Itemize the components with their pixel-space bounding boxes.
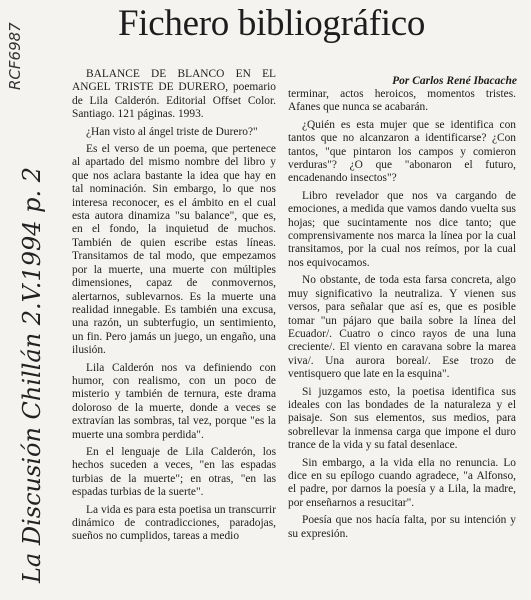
paragraph: No obstante, de toda esta farsa concreta, algo muy significativo la neutraliza. Y vienen sus versos, para señalar que así es, que es posible tomar "un pájaro que baila sobre la línea del Ecuador/. Cuatro o cinco rayos de una luna creciente/. El viento en caravana sobre la marea viva/. Una aurora boreal/. Ese trozo de ventisquero que late en la esquina". xyxy=(288,274,516,381)
paragraph: ¿Han visto al ángel triste de Durero?" xyxy=(86,125,258,138)
page-title: Fichero bibliográfico xyxy=(118,3,426,44)
article-column-right xyxy=(288,68,516,600)
paragraph: La vida es para esta poetisa un transcurrir dinámico de contradicciones, paradojas, sueños no cumplidos, tareas a medio xyxy=(72,503,276,543)
author-byline: Por Carlos René Ibacache xyxy=(392,75,517,87)
paragraph: Libro revelador que nos va cargando de emociones, a medida que vamos dando vuelta sus hojas; que sucintamente nos dice tanto; que comprensivamente nos marca la línea por la cual transitamos, por la cual nos reímos, por la cual nos equivocamos. xyxy=(288,189,516,269)
paragraph: Si juzgamos esto, la poetisa identifica sus ideales con las bondades de la naturaleza y el paisaje. Son sus elementos, sus medios, para sobrellevar la inmensa carga que impone el duro trance de la vida y su fatal desenlace. xyxy=(288,385,516,452)
paragraph: Poesía que nos hacía falta, por su intención y su expresión. xyxy=(288,514,516,540)
paragraph: Lila Calderón nos va definiendo con humor, con realismo, con un poco de misterio y también de ternura, este drama doloroso de la muerte, donde a veces se extravían las sombras, tal vez, porque "es la muerte una sombra perdida". xyxy=(72,361,276,441)
handwritten-source-note: La Discusión Chillán 2.V.1994 p. 2 xyxy=(18,166,46,584)
paragraph: En el lenguaje de Lila Calderón, los hechos suceden a veces, "en las espadas turbias de la muerte"; en otras, "en las espadas turbias de la suerte". xyxy=(72,445,276,499)
paragraph: Sin embargo, a la vida ella no renuncia. Lo dice en su epílogo cuando agradece, "a Alfonso, el padre, por darnos la poesía y a Lila, la madre, por enseñarnos a resucitar". xyxy=(288,456,516,509)
book-reference: BALANCE DE BLANCO EN EL ANGEL TRISTE DE DURERO, poemario de Lila Calderón. Editorial Offset Color. Santiago. 121 páginas. 1993. xyxy=(72,68,276,121)
article-column-left xyxy=(72,68,276,596)
paragraph: ¿Quién es esta mujer que se identifica con tantos que no alcanzaron a identificarse? ¿Con tantos, "que pintaron los campos y comieron verduras"? ¿O que "abonaron el futuro, encadenando insectos"? xyxy=(288,118,516,185)
byline-space xyxy=(288,68,516,88)
paragraph: terminar, actos heroicos, momentos tristes. Afanes que nunca se acabarán. xyxy=(288,88,516,114)
paragraph: Es el verso de un poema, que pertenece al apartado del mismo nombre del libro y que nos aclara bastante la idea que hay en tal nominación. Sin embargo, lo que nos interesa reconocer, es el ámbito en el cual esta autora dinamiza "su balance", que es, en el fondo, la inquietud de muchos. También de quien escribe estas líneas. Transitamos de tal modo, que empezamos por la muerte, una muerte con múltiples dimensiones, capaz de conmovernos, alertarnos, sublevarnos. Es la muerte una realidad innegable. Es también una excusa, una razón, un subterfugio, un sentimiento, un fin. Pero jamás un juego, un engaño, una ilusión. xyxy=(72,143,276,357)
archive-stamp: RCF6987 xyxy=(6,22,24,90)
